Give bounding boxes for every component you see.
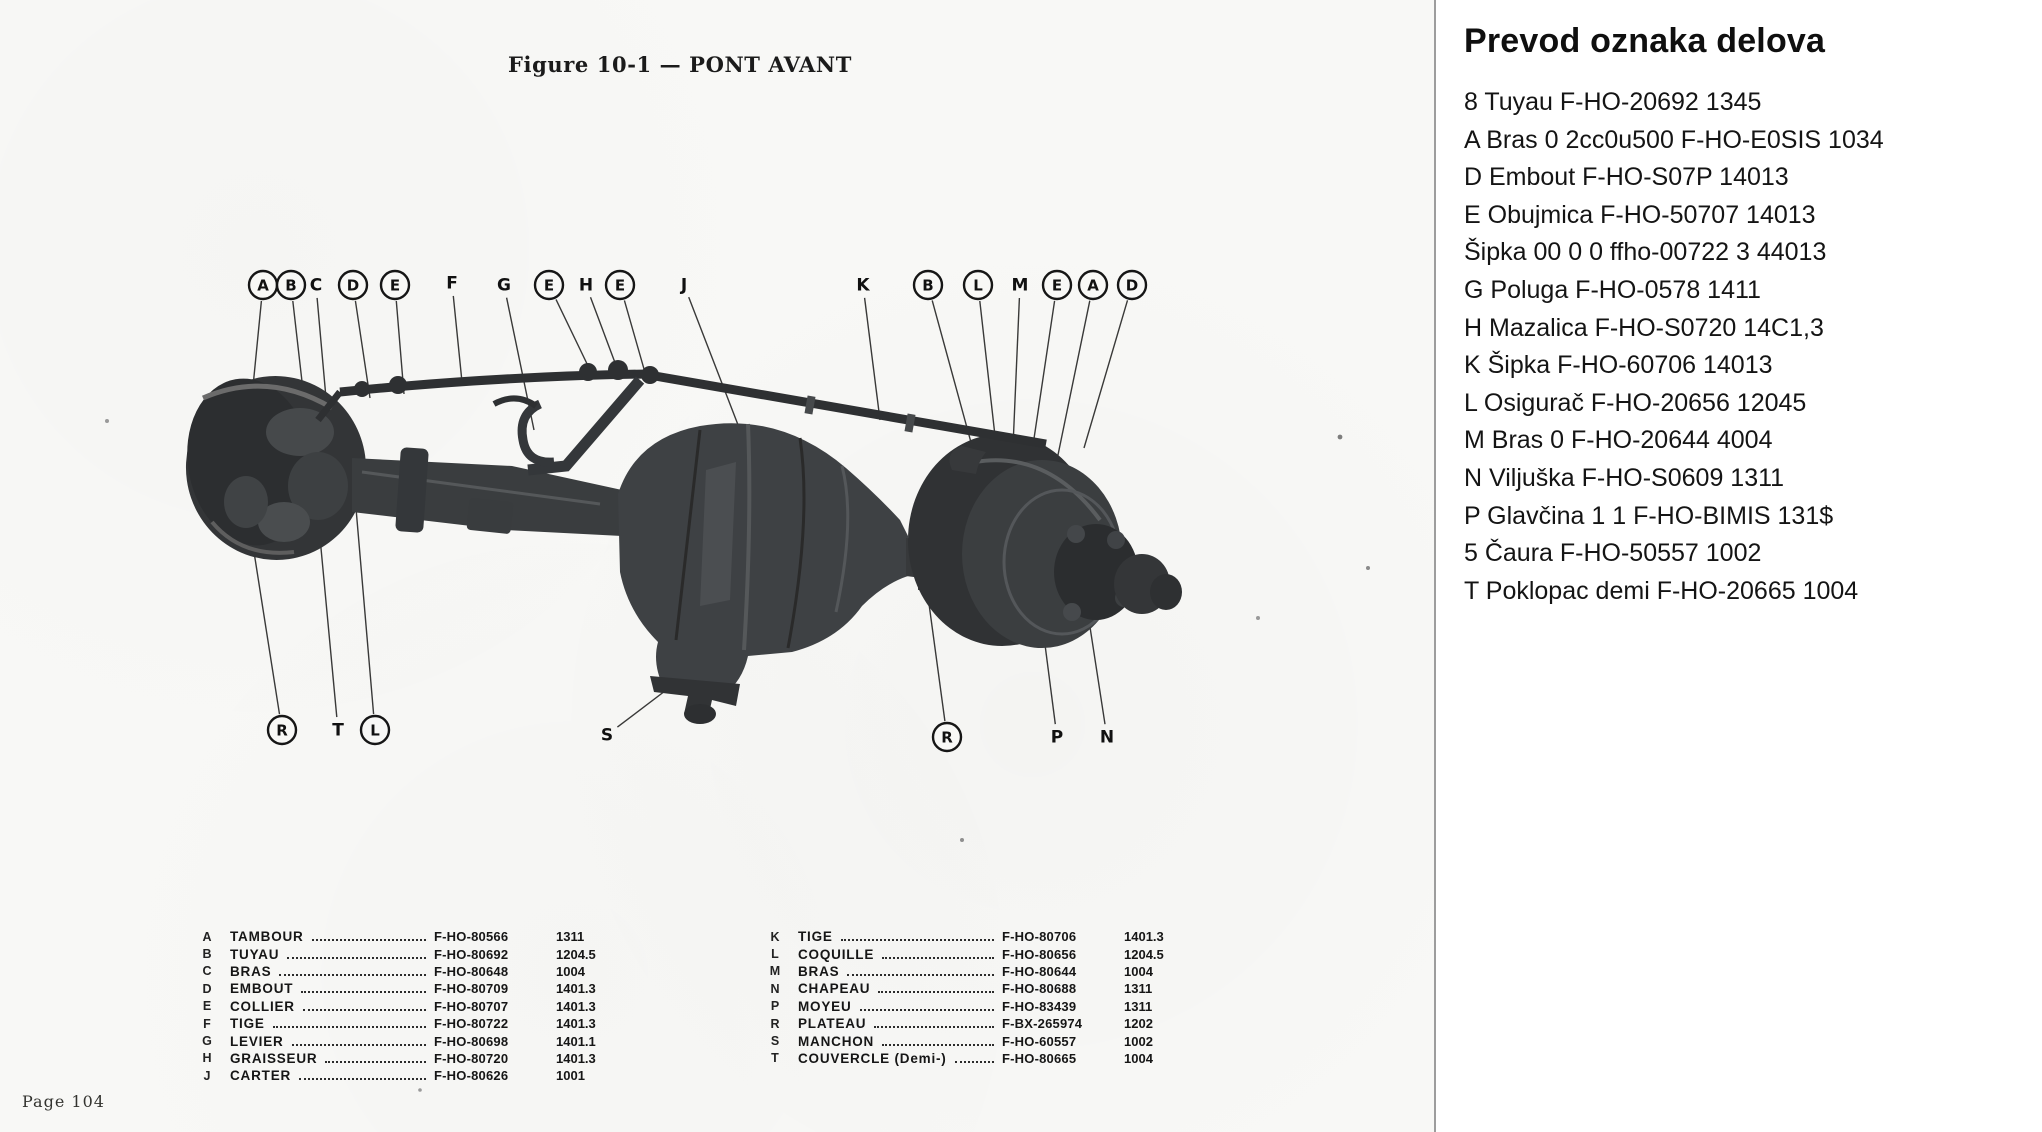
dotted-leader — [874, 1025, 994, 1028]
part-code: 1311 — [1124, 981, 1153, 997]
dotted-leader — [273, 1025, 426, 1028]
dotted-leader — [878, 990, 994, 993]
part-number: F-HO-80709 — [434, 981, 509, 997]
parts-table-row — [192, 1050, 632, 1067]
dotted-leader — [325, 1060, 426, 1063]
part-letter: H — [202, 1051, 212, 1066]
parts-table-right — [760, 928, 1200, 1067]
part-code: 1311 — [1124, 998, 1153, 1014]
dotted-leader — [301, 990, 426, 993]
part-number: F-HO-80692 — [434, 946, 509, 962]
dotted-leader — [287, 956, 426, 959]
translation-item: G Poluga F-HO-0578 1411 — [1464, 275, 1761, 304]
part-letter: C — [202, 964, 212, 979]
part-code: 1001 — [556, 1068, 585, 1084]
part-name — [222, 1068, 434, 1083]
part-code: 1204.5 — [556, 946, 596, 962]
part-number: F-HO-80722 — [434, 1016, 509, 1032]
part-name-text: CHAPEAU — [798, 981, 871, 997]
callout-letter: D — [346, 276, 360, 295]
part-name — [790, 964, 1002, 979]
translation-item: H Mazalica F-HO-S0720 14C1,3 — [1464, 313, 1824, 342]
dotted-leader — [882, 1043, 994, 1046]
callout-letter: K — [856, 275, 870, 296]
callout-letter: L — [370, 721, 380, 740]
leader-line — [1084, 300, 1128, 448]
parts-table-left — [192, 928, 632, 1085]
part-letter: D — [202, 981, 212, 996]
part-number: F-HO-80626 — [434, 1068, 509, 1084]
part-code: 1401.3 — [556, 981, 596, 997]
callout-letter: B — [285, 276, 297, 295]
translation-item: T Poklopac demi F-HO-20665 1004 — [1464, 576, 1859, 605]
part-name — [222, 947, 434, 962]
part-name — [790, 999, 1002, 1014]
part-letter: N — [770, 981, 780, 996]
callout-letter: L — [973, 276, 983, 295]
part-name — [222, 964, 434, 979]
part-name-text: MANCHON — [798, 1033, 875, 1049]
callout-letter: E — [543, 276, 555, 295]
parts-table-row — [192, 963, 632, 980]
leader-line — [453, 296, 462, 382]
part-name-text: BRAS — [798, 963, 840, 979]
part-name-text: COQUILLE — [798, 946, 875, 962]
translation-item: L Osigurač F-HO-20656 12045 — [1464, 388, 1807, 417]
part-code: 1204.5 — [1124, 946, 1164, 962]
dotted-leader — [279, 973, 426, 976]
page-number: Page 104 — [22, 1092, 105, 1111]
part-code: 1002 — [1124, 1033, 1153, 1049]
part-name — [790, 981, 1002, 996]
part-number: F-HO-83439 — [1002, 998, 1077, 1014]
part-code: 1311 — [556, 929, 585, 945]
parts-table-row — [192, 998, 632, 1015]
callout-letter: E — [1051, 276, 1063, 295]
parts-table-row — [760, 998, 1200, 1015]
callout-letter: R — [276, 721, 288, 740]
part-number: F-HO-60557 — [1002, 1033, 1077, 1049]
part-name-text: TIGE — [798, 929, 833, 945]
part-number: F-HO-80648 — [434, 963, 509, 979]
callout-letter: S — [600, 725, 614, 746]
part-letter: F — [203, 1016, 211, 1031]
part-name — [222, 1051, 434, 1066]
translation-panel — [1436, 0, 2042, 1132]
translation-item: 8 Tuyau F-HO-20692 1345 — [1464, 88, 1762, 116]
part-letter: P — [770, 999, 780, 1014]
translation-list — [1464, 84, 2042, 610]
figure-title: Figure 10-1 — PONT AVANT — [508, 52, 852, 77]
parts-table-row — [760, 1015, 1200, 1032]
part-number: F-HO-80707 — [434, 998, 509, 1014]
translation-item: K Šipka F-HO-60706 14013 — [1464, 351, 1773, 380]
part-name — [790, 947, 1002, 962]
callout-letter: T — [332, 720, 344, 741]
part-code: 1401.3 — [556, 998, 596, 1014]
part-number: F-HO-80665 — [1002, 1050, 1077, 1066]
dotted-leader — [882, 956, 994, 959]
part-name-text: CARTER — [230, 1068, 292, 1084]
parts-table-row — [760, 1032, 1200, 1049]
callout-letter: D — [1125, 276, 1139, 295]
part-name — [790, 1034, 1002, 1049]
part-letter: K — [770, 929, 780, 944]
dotted-leader — [292, 1043, 426, 1046]
leader-line — [1088, 614, 1105, 724]
part-letter: L — [771, 947, 779, 962]
dotted-leader — [955, 1060, 994, 1063]
callout-letter: G — [497, 275, 511, 296]
callout-letter: M — [1011, 275, 1029, 296]
part-number: F-HO-80698 — [434, 1033, 509, 1049]
parts-table-row — [192, 1032, 632, 1049]
part-number: F-HO-80688 — [1002, 981, 1077, 997]
part-name — [222, 999, 434, 1014]
leader-line — [1032, 301, 1055, 452]
part-number: F-HO-80720 — [434, 1050, 509, 1066]
translation-item: P Glavčina 1 1 F-HO-BIMIS 131$ — [1464, 501, 1834, 530]
translation-item: D Embout F-HO-S07P 14013 — [1464, 163, 1789, 192]
translation-item: 5 Čaura F-HO-50557 1002 — [1464, 539, 1762, 568]
parts-table-row — [760, 945, 1200, 962]
part-code: 1401.3 — [556, 1016, 596, 1032]
part-name — [790, 1016, 1002, 1031]
part-code: 1401.3 — [1124, 929, 1164, 945]
callout-letter: P — [1050, 727, 1064, 748]
translation-item: N Viljuška F-HO-S0609 1311 — [1464, 463, 1785, 492]
part-letter: E — [202, 999, 212, 1014]
leader-line — [556, 299, 590, 370]
callout-letter: C — [309, 275, 323, 296]
part-name-text: LEVIER — [230, 1033, 284, 1049]
callout-letter: A — [257, 276, 269, 295]
part-name-text: COUVERCLE (Demi-) — [798, 1050, 947, 1066]
part-name-text: TUYAU — [230, 946, 280, 962]
part-name-text: TAMBOUR — [230, 929, 304, 945]
translation-item: A Bras 0 2cc0u500 F-HO-E0SIS 1034 — [1464, 125, 1884, 154]
dotted-leader — [860, 1008, 994, 1011]
parts-table-row — [192, 1015, 632, 1032]
part-code: 1401.1 — [556, 1033, 596, 1049]
part-name — [222, 1016, 434, 1031]
translation-item: M Bras 0 F-HO-20644 4004 — [1464, 426, 1773, 455]
part-letter: M — [769, 964, 781, 979]
part-name-text: MOYEU — [798, 998, 852, 1014]
callout-letter: B — [922, 276, 934, 295]
parts-table-row — [192, 980, 632, 997]
part-name-text: EMBOUT — [230, 981, 294, 997]
dotted-leader — [303, 1008, 426, 1011]
callout-letter: A — [1087, 276, 1099, 295]
callout-letter: N — [1099, 727, 1115, 748]
part-letter: B — [202, 947, 212, 962]
leader-line — [689, 297, 740, 430]
parts-table-row — [760, 1050, 1200, 1067]
part-name-text: TIGE — [230, 1016, 265, 1032]
callout-letter: F — [446, 273, 458, 294]
part-letter: A — [202, 929, 212, 944]
parts-table-row — [192, 928, 632, 945]
part-name — [222, 929, 434, 944]
callout-letter: E — [389, 276, 401, 295]
part-code: 1004 — [1124, 963, 1153, 979]
part-number: F-HO-80566 — [434, 929, 509, 945]
part-name — [222, 1034, 434, 1049]
dotted-leader — [312, 938, 426, 941]
dotted-leader — [299, 1077, 426, 1080]
callout-letter: R — [941, 728, 953, 747]
part-number: F-HO-80706 — [1002, 929, 1077, 945]
part-letter: G — [202, 1034, 212, 1049]
part-name — [790, 929, 1002, 944]
part-code: 1004 — [556, 963, 585, 979]
part-code: 1401.3 — [556, 1050, 596, 1066]
part-name — [790, 1051, 1002, 1066]
part-letter: S — [770, 1034, 780, 1049]
part-name — [222, 981, 434, 996]
callout-letter: H — [578, 275, 594, 296]
parts-table-row — [192, 1067, 632, 1084]
part-code: 1004 — [1124, 1050, 1153, 1066]
part-letter: T — [771, 1051, 779, 1066]
part-name-text: PLATEAU — [798, 1016, 867, 1032]
leader-line — [865, 298, 880, 420]
callout-letter: E — [614, 276, 626, 295]
translation-item: E Obujmica F-HO-50707 14013 — [1464, 200, 1816, 229]
dotted-leader — [841, 938, 994, 941]
part-number: F-BX-265974 — [1002, 1016, 1083, 1032]
part-name-text: BRAS — [230, 963, 272, 979]
translation-item: Šipka 00 0 0 ffho-00722 3 44013 — [1464, 238, 1827, 267]
part-name-text: COLLIER — [230, 998, 295, 1014]
callout-letter: J — [680, 275, 688, 296]
part-number: F-HO-80656 — [1002, 946, 1077, 962]
parts-table-row — [760, 980, 1200, 997]
part-letter: J — [203, 1068, 211, 1083]
parts-table-row — [760, 928, 1200, 945]
parts-table-row — [760, 963, 1200, 980]
part-letter: R — [770, 1016, 780, 1031]
part-name-text: GRAISSEUR — [230, 1050, 318, 1066]
parts-table-row — [192, 945, 632, 962]
leader-line — [254, 552, 280, 714]
part-code: 1202 — [1124, 1016, 1153, 1032]
dotted-leader — [847, 973, 994, 976]
part-number: F-HO-80644 — [1002, 963, 1077, 979]
translation-panel-title: Prevod oznaka delova — [1464, 22, 1826, 60]
